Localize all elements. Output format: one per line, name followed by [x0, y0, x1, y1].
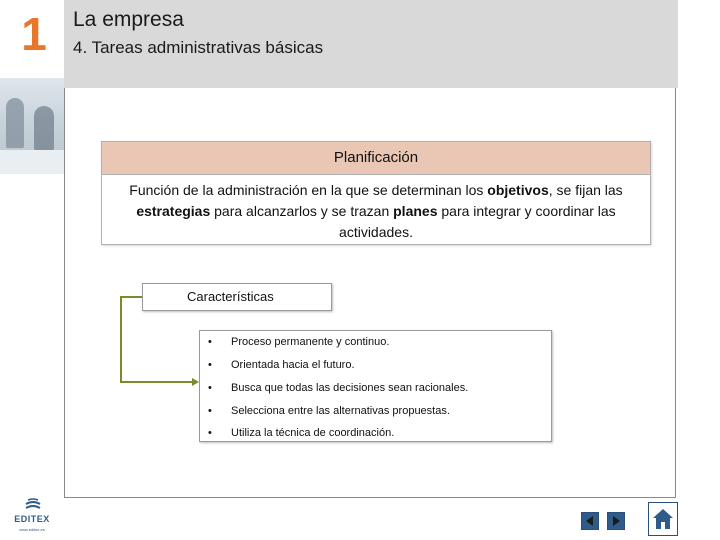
bullet-icon: • [208, 405, 212, 417]
photo-person-1 [6, 98, 24, 148]
definition-text: Función de la administración en la que se determinan los [129, 182, 488, 198]
keyword-objetivos: objetivos [487, 182, 549, 198]
logo-url: www.editex.es [19, 527, 45, 532]
bullet-icon: • [208, 427, 212, 439]
definition-text: para integrar y coordinar las actividades. [339, 203, 616, 240]
definition-text: , se fijan las [548, 182, 623, 198]
keyword-estrategias: estrategias [136, 203, 211, 219]
chapter-number: 1 [21, 8, 47, 60]
logo-name: EDITEX [14, 514, 50, 524]
triangle-right-icon [608, 513, 624, 529]
previous-button[interactable] [581, 512, 599, 530]
list-item-text: Proceso permanente y continuo. [231, 336, 390, 348]
caracteristicas-label: Características [187, 289, 274, 304]
list-item-text: Orientada hacia el futuro. [231, 359, 355, 371]
list-item [200, 427, 550, 443]
caracteristicas-list [199, 330, 552, 442]
bullet-icon: • [208, 359, 212, 371]
list-item-text: Busca que todas las decisiones sean racionales. [231, 382, 469, 394]
list-item [200, 359, 550, 375]
office-photo [0, 78, 64, 174]
keyword-planes: planes [393, 203, 438, 219]
list-item [200, 382, 550, 398]
photo-desk [0, 150, 64, 174]
book-stack-icon [24, 498, 42, 512]
list-item [200, 336, 550, 352]
left-column [0, 0, 64, 540]
bullet-icon: • [208, 382, 212, 394]
home-icon [649, 503, 677, 535]
bullet-icon: • [208, 336, 212, 348]
page-title: La empresa [73, 8, 184, 31]
list-item [200, 405, 550, 421]
planificacion-box [101, 141, 651, 245]
list-item-text: Utiliza la técnica de coordinación. [231, 427, 395, 439]
photo-person-2 [34, 106, 54, 150]
list-item-text: Selecciona entre las alternativas propuestas. [231, 405, 450, 417]
page-subtitle: 4. Tareas administrativas básicas [73, 38, 324, 57]
definition-text: para alcanzarlos y se trazan [210, 203, 394, 219]
home-button[interactable] [648, 502, 678, 536]
next-button[interactable] [607, 512, 625, 530]
caracteristicas-box [142, 283, 332, 311]
planificacion-definition [112, 180, 640, 243]
triangle-left-icon [582, 513, 598, 529]
editex-logo [10, 498, 54, 536]
planificacion-title: Planificación [333, 149, 419, 166]
